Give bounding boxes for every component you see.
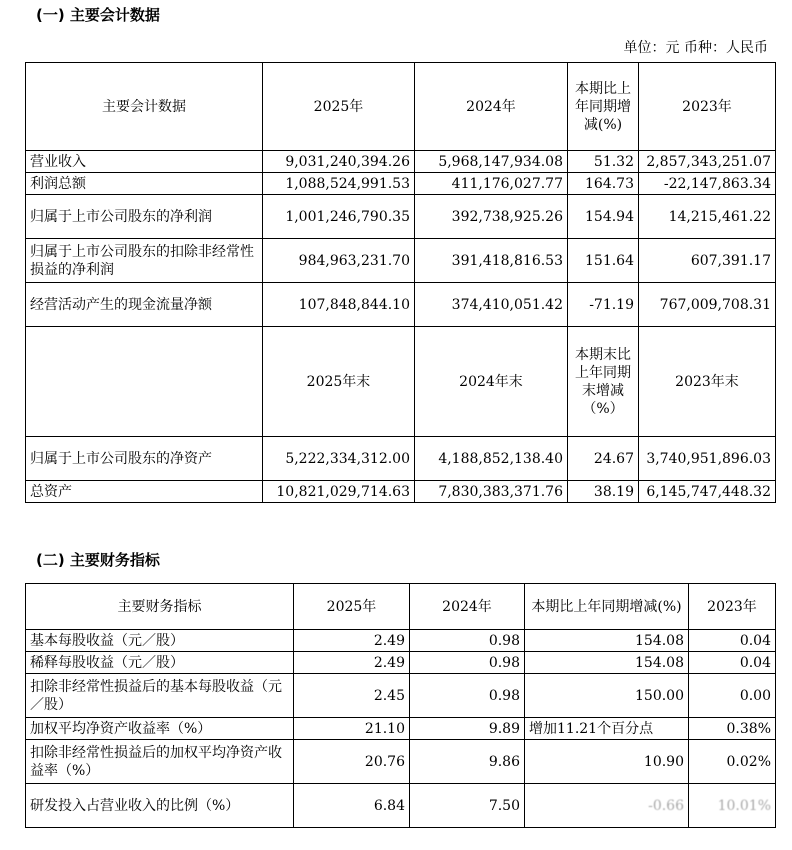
row-label: 总资产 xyxy=(26,481,263,503)
cell-value-2025: 1,001,246,790.35 xyxy=(263,195,415,239)
row-label: 稀释每股收益（元／股） xyxy=(26,652,294,674)
cell-value-2025: 107,848,844.10 xyxy=(263,283,415,327)
header-item: 主要会计数据 xyxy=(26,63,263,151)
financial-indicators-table xyxy=(25,583,776,828)
cell-value-2023: 767,009,708.31 xyxy=(639,283,776,327)
table-row xyxy=(26,652,776,674)
cell-value-2025: 2.49 xyxy=(294,652,410,674)
row-label: 扣除非经常性损益后的基本每股收益（元／股） xyxy=(26,674,294,718)
cell-value-2024: 7.50 xyxy=(410,784,525,828)
cell-value-2025: 20.76 xyxy=(294,740,410,784)
table-row xyxy=(26,151,776,173)
cell-change: 10.90 xyxy=(525,740,689,784)
table-row xyxy=(26,674,776,718)
cell-value-2025: 10,821,029,714.63 xyxy=(263,481,415,503)
row-label: 经营活动产生的现金流量净额 xyxy=(26,283,263,327)
cell-value-2023: 10.01% xyxy=(689,784,776,828)
cell-change: 24.67 xyxy=(568,437,639,481)
header-yearend-change: 本期末比上年同期末增减（%） xyxy=(568,327,639,437)
header-yearend-2025: 2025年末 xyxy=(263,327,415,437)
cell-change: 154.08 xyxy=(525,652,689,674)
cell-change: 38.19 xyxy=(568,481,639,503)
table-row xyxy=(26,481,776,503)
unit-currency-label: 单位：元 币种：人民币 xyxy=(623,40,768,56)
cell-value-2023: 0.00 xyxy=(689,674,776,718)
table-row xyxy=(26,740,776,784)
cell-change: 增加11.21个百分点 xyxy=(525,718,689,740)
cell-value-2023: 0.02% xyxy=(689,740,776,784)
cell-change: 154.94 xyxy=(568,195,639,239)
cell-value-2023: 14,215,461.22 xyxy=(639,195,776,239)
table-row xyxy=(26,173,776,195)
cell-value-2023: 0.04 xyxy=(689,652,776,674)
header-year-2025: 2025年 xyxy=(263,63,415,151)
header-yearend-2024: 2024年末 xyxy=(415,327,568,437)
cell-value-2025: 2.49 xyxy=(294,630,410,652)
row-label: 利润总额 xyxy=(26,173,263,195)
row-label: 基本每股收益（元／股） xyxy=(26,630,294,652)
row-label: 扣除非经常性损益后的加权平均净资产收益率（%） xyxy=(26,740,294,784)
cell-value-2024: 0.98 xyxy=(410,630,525,652)
cell-change: 150.00 xyxy=(525,674,689,718)
cell-change: 51.32 xyxy=(568,151,639,173)
cell-change: -71.19 xyxy=(568,283,639,327)
table-row xyxy=(26,784,776,828)
row-label: 营业收入 xyxy=(26,151,263,173)
cell-value-2024: 411,176,027.77 xyxy=(415,173,568,195)
cell-value-2025: 21.10 xyxy=(294,718,410,740)
table-row xyxy=(26,239,776,283)
cell-value-2024: 9.89 xyxy=(410,718,525,740)
section-heading-financial-indicators: (二) 主要财务指标 xyxy=(36,551,160,569)
table-row xyxy=(26,437,776,481)
header-year-2025: 2025年 xyxy=(294,584,410,630)
row-label: 加权平均净资产收益率（%） xyxy=(26,718,294,740)
header-item-empty xyxy=(26,327,263,437)
cell-change: -0.66 xyxy=(525,784,689,828)
cell-value-2023: 6,145,747,448.32 xyxy=(639,481,776,503)
header-change: 本期比上年同期增减(%) xyxy=(568,63,639,151)
cell-value-2024: 9.86 xyxy=(410,740,525,784)
header-year-2024: 2024年 xyxy=(415,63,568,151)
cell-change: 151.64 xyxy=(568,239,639,283)
header-year-2024: 2024年 xyxy=(410,584,525,630)
header-year-2023: 2023年 xyxy=(639,63,776,151)
cell-value-2024: 5,968,147,934.08 xyxy=(415,151,568,173)
cell-value-2023: 0.38% xyxy=(689,718,776,740)
cell-value-2024: 391,418,816.53 xyxy=(415,239,568,283)
table-subheader-row xyxy=(26,327,776,437)
cell-value-2023: 3,740,951,896.03 xyxy=(639,437,776,481)
row-label: 归属于上市公司股东的扣除非经常性损益的净利润 xyxy=(26,239,263,283)
cell-value-2024: 392,738,925.26 xyxy=(415,195,568,239)
table-row xyxy=(26,195,776,239)
cell-value-2023: 607,391.17 xyxy=(639,239,776,283)
cell-value-2025: 5,222,334,312.00 xyxy=(263,437,415,481)
cell-value-2025: 6.84 xyxy=(294,784,410,828)
cell-value-2024: 0.98 xyxy=(410,652,525,674)
cell-value-2025: 2.45 xyxy=(294,674,410,718)
cell-value-2024: 7,830,383,371.76 xyxy=(415,481,568,503)
cell-value-2024: 0.98 xyxy=(410,674,525,718)
cell-value-2023: 2,857,343,251.07 xyxy=(639,151,776,173)
row-label: 研发投入占营业收入的比例（%） xyxy=(26,784,294,828)
header-change: 本期比上年同期增减(%) xyxy=(525,584,689,630)
header-item: 主要财务指标 xyxy=(26,584,294,630)
header-yearend-2023: 2023年末 xyxy=(639,327,776,437)
cell-value-2023: 0.04 xyxy=(689,630,776,652)
table-row xyxy=(26,283,776,327)
header-year-2023: 2023年 xyxy=(689,584,776,630)
row-label: 归属于上市公司股东的净资产 xyxy=(26,437,263,481)
cell-change: 154.08 xyxy=(525,630,689,652)
table-header-row xyxy=(26,584,776,630)
section-heading-accounting-data: (一) 主要会计数据 xyxy=(36,6,160,24)
cell-value-2025: 9,031,240,394.26 xyxy=(263,151,415,173)
table-row xyxy=(26,718,776,740)
row-label: 归属于上市公司股东的净利润 xyxy=(26,195,263,239)
accounting-data-table xyxy=(25,62,776,503)
cell-value-2025: 1,088,524,991.53 xyxy=(263,173,415,195)
cell-value-2024: 4,188,852,138.40 xyxy=(415,437,568,481)
cell-value-2023: -22,147,863.34 xyxy=(639,173,776,195)
table-row xyxy=(26,630,776,652)
cell-value-2024: 374,410,051.42 xyxy=(415,283,568,327)
table-header-row xyxy=(26,63,776,151)
cell-change: 164.73 xyxy=(568,173,639,195)
cell-value-2025: 984,963,231.70 xyxy=(263,239,415,283)
